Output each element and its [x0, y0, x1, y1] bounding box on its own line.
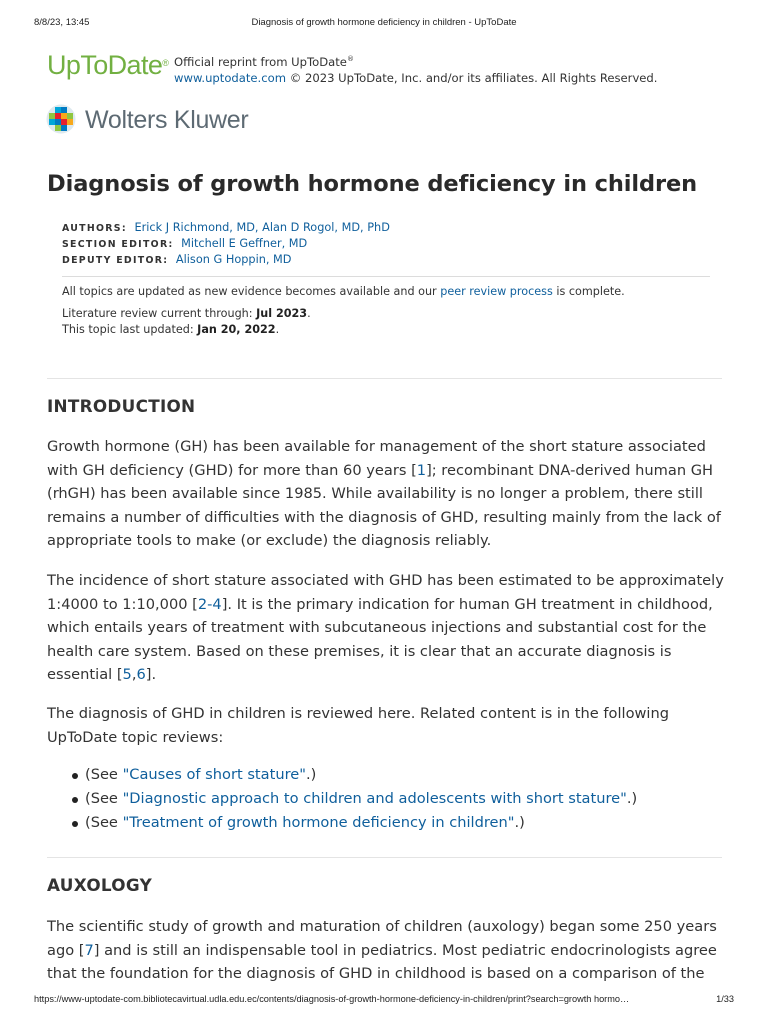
- reference-link[interactable]: 2-4: [197, 595, 222, 613]
- deputy-editor-row: [62, 252, 710, 268]
- print-footer: [34, 994, 734, 1008]
- review-dates: [62, 306, 710, 338]
- introduction-heading: INTRODUCTION: [47, 396, 196, 416]
- reference-link[interactable]: 5: [122, 666, 132, 684]
- wolters-kluwer-logo: [46, 104, 306, 136]
- peer-review-link[interactable]: peer review process: [440, 285, 553, 298]
- section-editor-link[interactable]: Mitchell E Geffner, MD: [181, 237, 308, 250]
- copyright-text: © 2023 UpToDate, Inc. and/or its affiliates. All Rights Reserved.: [286, 70, 658, 85]
- uptodate-site-link[interactable]: www.uptodate.com: [174, 70, 287, 85]
- section-editor-row: [62, 236, 710, 252]
- credits-divider: [62, 276, 710, 277]
- section-divider: [47, 857, 722, 858]
- introduction-paragraph-3: The diagnosis of GHD in children is reviewed here. Related content is in the following UpToDate topic reviews:: [47, 705, 670, 746]
- last-updated-line: This topic last updated: Jan 20, 2022.: [62, 323, 280, 336]
- uptodate-logo[interactable]: UpToDate®: [47, 50, 169, 80]
- article-credits: [62, 220, 710, 338]
- wolters-kluwer-mark-icon: [46, 104, 76, 134]
- deputy-editor-label: DEPUTY EDITOR:: [62, 255, 169, 266]
- auxology-paragraph-1: The scientific study of growth and maturation of children (auxology) began some 250 years ago [7] and is still an indispensable tool in pediatrics. Most pediatric endocrinologists agree that the foundation for the diagnosis of GHD in childhood is based on a comparison of the: [47, 918, 717, 983]
- wolters-kluwer-wordmark: Wolters Kluwer: [85, 106, 249, 134]
- authors-label: AUTHORS:: [62, 223, 127, 234]
- print-url: https://www-uptodate-com.bibliotecavirtual.udla.edu.ec/contents/diagnosis-of-growth-hormone-deficiency-in-children/print?search=growth hormo…: [34, 994, 630, 1004]
- reference-link[interactable]: 1: [416, 461, 427, 479]
- related-topics-list: [70, 763, 637, 834]
- lit-review-line: Literature review current through: Jul 2023.: [62, 307, 311, 320]
- list-item: (See "Causes of short stature".): [70, 763, 637, 787]
- authors-row: [62, 220, 710, 236]
- page-number: 1/33: [716, 994, 734, 1004]
- reference-link[interactable]: 7: [84, 941, 94, 959]
- authors-link[interactable]: Erick J Richmond, MD, Alan D Rogol, MD, PhD: [134, 221, 390, 234]
- section-divider: [47, 378, 722, 379]
- reference-link[interactable]: 6: [136, 666, 146, 684]
- article-title: Diagnosis of growth hormone deficiency in children: [47, 171, 698, 197]
- auxology-heading: AUXOLOGY: [47, 875, 153, 895]
- list-item: (See "Treatment of growth hormone deficiency in children".): [70, 811, 637, 835]
- reprint-banner: [47, 48, 727, 85]
- print-datetime: 8/8/23, 13:45: [34, 17, 90, 28]
- list-item: (See "Diagnostic approach to children and adolescents with short stature".): [70, 787, 637, 811]
- topic-link-causes-of-short-stature[interactable]: "Causes of short stature": [122, 766, 306, 783]
- introduction-paragraph-1: Growth hormone (GH) has been available for management of the short stature associated with GH deficiency (GHD) for more than 60 years [1]; recombinant DNA-derived human GH (rhGH) has been available since 1985. While availability is no longer a problem, there still remains a number of difficulties with the diagnosis of GHD, resulting mainly from the lack of appropriate tools to make (or exclude) the diagnosis reliably.: [47, 438, 721, 550]
- print-header: [34, 17, 734, 31]
- topic-link-diagnostic-approach[interactable]: "Diagnostic approach to children and adolescents with short stature": [122, 789, 627, 807]
- introduction-paragraph-2: The incidence of short stature associated with GHD has been estimated to be approximately 1:4000 to 1:10,000 [2-4]. It is the primary indication for human GH treatment in childhood, which entails years of treatment with subcutaneous injections and substantial cost for the health care system. Based on these premises, it is clear that an accurate diagnosis is essential [5,6].: [47, 572, 724, 684]
- topic-link-treatment-of-ghd[interactable]: "Treatment of growth hormone deficiency in children": [122, 813, 515, 831]
- update-note: All topics are updated as new evidence becomes available and our peer review process is complete.: [62, 285, 625, 298]
- reprint-text: Official reprint from UpToDate: [174, 54, 347, 69]
- section-editor-label: SECTION EDITOR:: [62, 239, 174, 250]
- print-doc-title: Diagnosis of growth hormone deficiency in children - UpToDate: [251, 17, 517, 28]
- deputy-editor-link[interactable]: Alison G Hoppin, MD: [175, 253, 292, 266]
- reprint-notice: Official reprint from UpToDate® www.uptodate.com © 2023 UpToDate, Inc. and/or its affiliates. All Rights Reserved.: [174, 54, 658, 85]
